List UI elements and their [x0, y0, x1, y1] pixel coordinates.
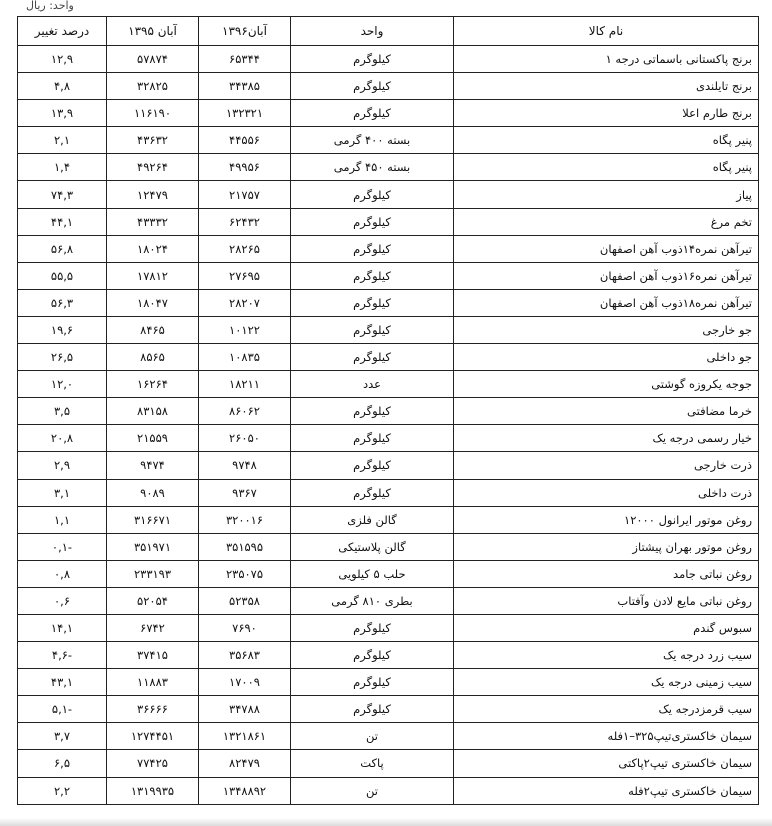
cell-name: جو خارجی [454, 316, 759, 343]
cell-name: تیرآهن نمره۱۸ذوب آهن اصفهان [454, 289, 759, 316]
cell-price-1395: ۹۰۸۹ [107, 479, 199, 506]
cell-price-1396: ۱۳۴۸۸۹۲ [199, 777, 291, 804]
cell-price-1396: ۱۰۱۲۲ [199, 316, 291, 343]
table-row [18, 669, 759, 696]
cell-unit: کیلوگرم [291, 100, 454, 127]
cell-price-1395: ۳۵۱۹۷۱ [107, 533, 199, 560]
cell-change: ۶,۵ [18, 750, 107, 777]
cell-name: پیاز [454, 181, 759, 208]
table-row [18, 696, 759, 723]
cell-unit: کیلوگرم [291, 452, 454, 479]
cell-change: ۱۴,۱ [18, 614, 107, 641]
cell-price-1396: ۲۱۷۵۷ [199, 181, 291, 208]
table-row [18, 398, 759, 425]
cell-change: ۳,۷ [18, 723, 107, 750]
header-price-1396: آبان۱۳۹۶ [199, 17, 291, 46]
cell-name: تیرآهن نمره۱۶ذوب آهن اصفهان [454, 262, 759, 289]
cell-name: ذرت خارجی [454, 452, 759, 479]
cell-unit: کیلوگرم [291, 289, 454, 316]
cell-price-1396: ۱۰۸۳۵ [199, 344, 291, 371]
table-row [18, 587, 759, 614]
cell-price-1396: ۲۶۰۵۰ [199, 425, 291, 452]
cell-unit: کیلوگرم [291, 642, 454, 669]
cell-unit: بطری ۸۱۰ گرمی [291, 587, 454, 614]
cell-unit: کیلوگرم [291, 46, 454, 73]
cell-price-1395: ۱۷۸۱۲ [107, 262, 199, 289]
table-row [18, 560, 759, 587]
cell-price-1395: ۹۴۷۴ [107, 452, 199, 479]
cell-change: ۰,۶ [18, 587, 107, 614]
cell-price-1395: ۵۷۸۷۴ [107, 46, 199, 73]
table-row [18, 262, 759, 289]
cell-change: ۳,۵ [18, 398, 107, 425]
cell-name: ذرت داخلی [454, 479, 759, 506]
header-row [18, 17, 759, 46]
cell-name: سبوس گندم [454, 614, 759, 641]
cell-price-1395: ۶۷۴۲ [107, 614, 199, 641]
cell-change: ۵۶,۳ [18, 289, 107, 316]
table-row [18, 100, 759, 127]
cell-price-1395: ۲۳۳۱۹۳ [107, 560, 199, 587]
table-row [18, 371, 759, 398]
cell-change: ۴۳,۱ [18, 669, 107, 696]
cell-price-1395: ۲۱۵۵۹ [107, 425, 199, 452]
cell-name: سیمان خاکستری تیپ۲فله [454, 777, 759, 804]
cell-change: ۵۵,۵ [18, 262, 107, 289]
cell-price-1396: ۳۴۳۸۵ [199, 73, 291, 100]
cell-change: ۵۶,۸ [18, 235, 107, 262]
cell-price-1395: ۸۴۶۵ [107, 316, 199, 343]
cell-name: سیمان خاکستری تیپ۲پاکتی [454, 750, 759, 777]
cell-price-1395: ۱۸۰۴۷ [107, 289, 199, 316]
table-row [18, 46, 759, 73]
cell-name: سیب قرمزدرجه یک [454, 696, 759, 723]
cell-unit: کیلوگرم [291, 614, 454, 641]
cell-price-1396: ۷۶۹۰ [199, 614, 291, 641]
table-row [18, 614, 759, 641]
table-row [18, 289, 759, 316]
cell-change: ۲,۲ [18, 777, 107, 804]
cell-change: ۷۴,۳ [18, 181, 107, 208]
cell-unit: کیلوگرم [291, 208, 454, 235]
cell-name: تیرآهن نمره۱۴ذوب آهن اصفهان [454, 235, 759, 262]
table-row [18, 127, 759, 154]
cell-unit: تن [291, 777, 454, 804]
cell-price-1396: ۱۷۰۰۹ [199, 669, 291, 696]
cell-unit: بسته ۴۰۰ گرمی [291, 127, 454, 154]
cell-price-1396: ۱۸۲۱۱ [199, 371, 291, 398]
cell-price-1395: ۳۶۶۶۶ [107, 696, 199, 723]
header-change: درصد تغییر [18, 17, 107, 46]
cell-price-1396: ۴۹۹۵۶ [199, 154, 291, 181]
table-body [18, 46, 759, 805]
cell-price-1395: ۸۳۱۵۸ [107, 398, 199, 425]
table-row [18, 73, 759, 100]
cell-name: برنج طارم اعلا [454, 100, 759, 127]
cell-name: خیار رسمی درجه یک [454, 425, 759, 452]
cell-price-1396: ۶۵۳۴۴ [199, 46, 291, 73]
cell-unit: تن [291, 723, 454, 750]
cell-name: برنج پاکستانی باسماتی درجه ۱ [454, 46, 759, 73]
cell-price-1396: ۵۲۳۵۸ [199, 587, 291, 614]
cell-unit: کیلوگرم [291, 479, 454, 506]
cell-change: ۱,۱ [18, 506, 107, 533]
cell-price-1395: ۴۹۲۶۴ [107, 154, 199, 181]
cell-name: خرما مضافتی [454, 398, 759, 425]
cell-unit: پاکت [291, 750, 454, 777]
cell-price-1396: ۱۳۲۳۲۱ [199, 100, 291, 127]
table-row [18, 181, 759, 208]
table-row [18, 316, 759, 343]
cell-price-1396: ۳۵۶۸۳ [199, 642, 291, 669]
cell-price-1395: ۱۱۸۸۳ [107, 669, 199, 696]
cell-unit: حلب ۵ کیلویی [291, 560, 454, 587]
cell-price-1396: ۳۲۰۰۱۶ [199, 506, 291, 533]
cell-change: ۴,۸ [18, 73, 107, 100]
cell-price-1396: ۸۲۴۷۹ [199, 750, 291, 777]
table-row [18, 235, 759, 262]
cell-price-1395: ۵۲۰۵۴ [107, 587, 199, 614]
cell-unit: کیلوگرم [291, 181, 454, 208]
cell-unit: بسته ۴۵۰ گرمی [291, 154, 454, 181]
header-name: نام کالا [454, 17, 759, 46]
cell-change: ۱۲,۹ [18, 46, 107, 73]
cell-change: ۴۴,۱ [18, 208, 107, 235]
cell-price-1396: ۶۲۴۳۲ [199, 208, 291, 235]
cell-unit: کیلوگرم [291, 696, 454, 723]
cell-unit: کیلوگرم [291, 425, 454, 452]
cell-price-1395: ۴۳۳۳۲ [107, 208, 199, 235]
cell-price-1396: ۲۷۶۹۵ [199, 262, 291, 289]
cell-change: ۰,۸ [18, 560, 107, 587]
cell-price-1396: ۹۷۴۸ [199, 452, 291, 479]
table-row [18, 425, 759, 452]
cell-price-1395: ۱۲۴۷۹ [107, 181, 199, 208]
cell-unit: کیلوگرم [291, 73, 454, 100]
cell-price-1395: ۱۱۶۱۹۰ [107, 100, 199, 127]
cell-price-1396: ۱۳۲۱۸۶۱ [199, 723, 291, 750]
cell-price-1395: ۱۸۰۲۴ [107, 235, 199, 262]
cell-price-1395: ۷۷۴۲۵ [107, 750, 199, 777]
cell-price-1395: ۱۳۱۹۹۳۵ [107, 777, 199, 804]
cell-unit: کیلوگرم [291, 669, 454, 696]
cell-unit: گالن فلزی [291, 506, 454, 533]
cell-change: ۱,۴ [18, 154, 107, 181]
cell-unit: کیلوگرم [291, 344, 454, 371]
table-row [18, 506, 759, 533]
cell-name: سیمان خاکستری‌تیپ۳۲۵–۱فله [454, 723, 759, 750]
cell-price-1395: ۱۲۷۴۴۵۱ [107, 723, 199, 750]
cell-change: ۳,۱ [18, 479, 107, 506]
cell-unit: عدد [291, 371, 454, 398]
table-row [18, 154, 759, 181]
cell-change: -۴,۶ [18, 642, 107, 669]
cell-unit: کیلوگرم [291, 316, 454, 343]
cell-name: روغن موتور ایرانول ۱۲۰۰۰ [454, 506, 759, 533]
cell-change: -۵,۱ [18, 696, 107, 723]
cell-name: سیب زمینی درجه یک [454, 669, 759, 696]
cell-name: روغن نباتی مایع لادن وآفتاب [454, 587, 759, 614]
cell-unit: کیلوگرم [291, 398, 454, 425]
cell-change: ۲,۱ [18, 127, 107, 154]
cell-price-1396: ۸۶۰۶۲ [199, 398, 291, 425]
cell-price-1395: ۱۶۲۶۴ [107, 371, 199, 398]
cell-unit: کیلوگرم [291, 235, 454, 262]
cell-change: ۱۲,۰ [18, 371, 107, 398]
cell-name: روغن نباتی جامد [454, 560, 759, 587]
cell-price-1395: ۳۷۴۱۵ [107, 642, 199, 669]
table-row [18, 750, 759, 777]
cell-change: -۰,۱ [18, 533, 107, 560]
cell-change: ۱۹,۶ [18, 316, 107, 343]
header-price-1395: آبان ۱۳۹۵ [107, 17, 199, 46]
cell-price-1395: ۸۵۶۵ [107, 344, 199, 371]
cell-name: روغن موتور بهران پیشتاز [454, 533, 759, 560]
cell-unit: کیلوگرم [291, 262, 454, 289]
cell-name: جو داخلی [454, 344, 759, 371]
cell-price-1396: ۳۴۷۸۸ [199, 696, 291, 723]
cell-unit: گالن پلاستیکی [291, 533, 454, 560]
unit-note: واحد: ریال [26, 0, 74, 12]
table-row [18, 452, 759, 479]
price-table [17, 16, 759, 805]
cell-name: تخم مرغ [454, 208, 759, 235]
cell-price-1396: ۴۴۵۵۶ [199, 127, 291, 154]
cell-price-1395: ۴۳۶۳۲ [107, 127, 199, 154]
table-row [18, 479, 759, 506]
cell-price-1396: ۲۳۵۰۷۵ [199, 560, 291, 587]
page-edge-shadow [0, 818, 772, 826]
table-row [18, 208, 759, 235]
table-row [18, 344, 759, 371]
cell-name: جوجه یکروزه گوشتی [454, 371, 759, 398]
cell-name: سیب زرد درجه یک [454, 642, 759, 669]
table-row [18, 642, 759, 669]
cell-price-1396: ۳۵۱۵۹۵ [199, 533, 291, 560]
cell-price-1396: ۲۸۲۰۷ [199, 289, 291, 316]
cell-price-1396: ۹۳۶۷ [199, 479, 291, 506]
header-unit: واحد [291, 17, 454, 46]
cell-name: برنج تایلندی [454, 73, 759, 100]
table-row [18, 777, 759, 804]
cell-price-1395: ۳۱۶۶۷۱ [107, 506, 199, 533]
cell-price-1396: ۲۸۲۶۵ [199, 235, 291, 262]
table-row [18, 533, 759, 560]
table-header [18, 17, 759, 46]
cell-change: ۲,۹ [18, 452, 107, 479]
cell-name: پنیر پگاه [454, 127, 759, 154]
cell-change: ۱۳,۹ [18, 100, 107, 127]
cell-name: پنیر پگاه [454, 154, 759, 181]
cell-change: ۲۰,۸ [18, 425, 107, 452]
cell-change: ۲۶,۵ [18, 344, 107, 371]
cell-price-1395: ۳۲۸۲۵ [107, 73, 199, 100]
table-row [18, 723, 759, 750]
